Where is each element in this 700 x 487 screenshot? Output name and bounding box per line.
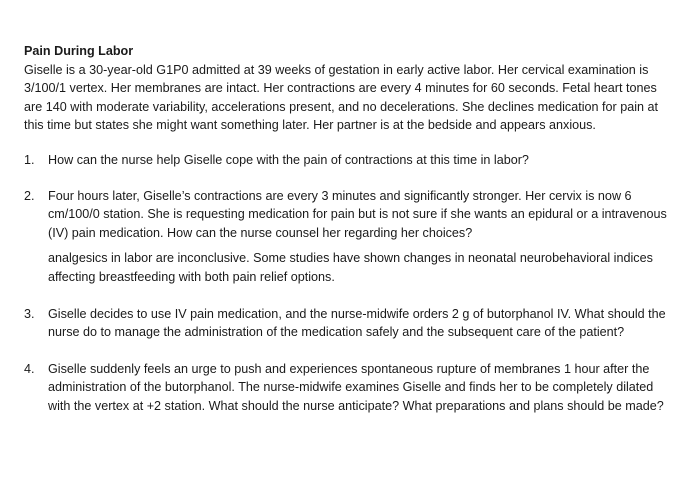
question-number: 1.: [24, 152, 35, 167]
question-text: How can the nurse help Giselle cope with the pain of contractions at this time in labor?: [48, 152, 529, 167]
document-title: Pain During Labor: [24, 44, 134, 58]
question-number: 3.: [24, 306, 35, 321]
question-4: [24, 360, 674, 416]
question-1: [24, 151, 674, 170]
case-intro: Giselle is a 30-year-old G1P0 admitted at 39 weeks of gestation in early active labor. Her cervical examination is 3/100/1 vertex. Her membranes are intact. Her contractions are every 4 minutes for 60 seconds. Fetal heart tones are 140 with moderate variability, accelerations present, and no decelerations. She declines medication for pain at this time but states she might want something later. Her partner is at the bedside and appears anxious.: [24, 62, 659, 133]
question-2: [24, 187, 674, 287]
question-3: [24, 305, 674, 342]
document-page: [24, 42, 674, 416]
question-list: [24, 151, 674, 416]
question-number: 4.: [24, 361, 35, 376]
answer-text: analgesics in labor are inconclusive. Some studies have shown changes in neonatal neurobehavioral indices affecting breastfeeding with both pain relief options.: [48, 251, 653, 284]
question-number: 2.: [24, 188, 35, 203]
question-text: Giselle decides to use IV pain medication, and the nurse-midwife orders 2 g of butorphanol IV. What should the nurse do to manage the administration of the medication safely and the subsequent care of the patient?: [48, 306, 666, 340]
question-text: Four hours later, Giselle’s contractions are every 3 minutes and significantly stronger. Her cervix is now 6 cm/100/0 station. She is requesting medication for pain but is not sure if she wants an epidural or a intravenous (IV) pain medication. How can the nurse counsel her regarding her choices?: [48, 188, 667, 240]
question-text: Giselle suddenly feels an urge to push and experiences spontaneous rupture of membranes 1 hour after the administration of the butorphanol. The nurse-midwife examines Giselle and finds her to be completely dilated with the vertex at +2 station. What should the nurse anticipate? What preparations and plans should be made?: [48, 361, 664, 413]
